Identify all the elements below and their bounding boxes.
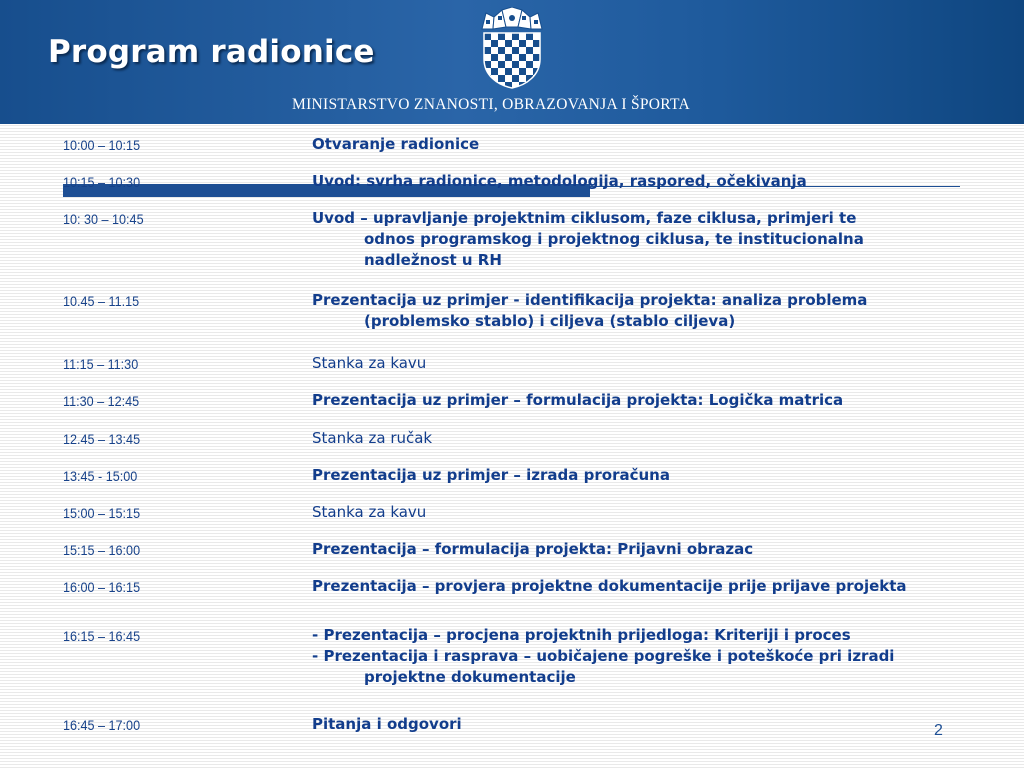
schedule-time: 15:00 – 15:15 [63,505,141,521]
schedule-line: Prezentacija uz primjer – izrada proračuna [312,466,670,484]
schedule-description [312,290,1012,332]
schedule-time: 12.45 – 13:45 [63,431,141,447]
schedule-description [312,390,1012,411]
schedule-description [312,539,1012,560]
schedule-time: 10:15 – 10:30 [63,174,141,190]
schedule-line: Prezentacija uz primjer – formulacija projekta: Logička matrica [312,391,844,409]
schedule-line: - Prezentacija – procjena projektnih prijedloga: Kriteriji i proces [312,626,851,644]
schedule-line: Stanka za kavu [312,354,427,372]
schedule-time: 16:45 – 17:00 [63,717,141,733]
schedule-description [312,353,1012,374]
schedule-line: - Prezentacija i rasprava – uobičajene pogreške i poteškoće pri izradi [312,647,895,665]
schedule-line: projektne dokumentacije [364,668,576,686]
schedule-time: 16:15 – 16:45 [63,628,141,644]
schedule-line: Otvaranje radionice [312,135,480,153]
schedule-line: nadležnost u RH [364,251,502,269]
schedule-line: Pitanja i odgovori [312,715,462,733]
schedule-line: Prezentacija – provjera projektne dokumentacije prije prijave projekta [312,577,907,595]
schedule-time: 13:45 - 15:00 [63,468,138,484]
schedule-time: 11:30 – 12:45 [63,393,140,409]
schedule-line: (problemsko stablo) i ciljeva (stablo ciljeva) [364,312,736,330]
schedule-line: Prezentacija uz primjer - identifikacija projekta: analiza problema [312,291,868,309]
croatian-coat-of-arms-icon [480,7,544,89]
schedule-description [312,625,1012,688]
schedule-description [312,465,1012,486]
schedule-time: 10: 30 – 10:45 [63,211,144,227]
schedule-description [312,428,1012,449]
schedule-description [312,502,1012,523]
schedule-line: Stanka za ručak [312,429,433,447]
schedule-time: 10.45 – 11.15 [63,293,140,309]
slide-header [0,0,1024,124]
schedule-line: Prezentacija – formulacija projekta: Prijavni obrazac [312,540,754,558]
schedule-description [312,134,1012,155]
schedule-time: 15:15 – 16:00 [63,542,141,558]
schedule-description [312,714,1012,735]
schedule-line: odnos programskog i projektnog ciklusa, te institucionalna [364,230,864,248]
schedule-line: Uvod – upravljanje projektnim ciklusom, faze ciklusa, primjeri te [312,209,857,227]
slide-title: Program radionice [48,34,375,70]
ministry-name: MINISTARSTVO ZNANOSTI, OBRAZOVANJA I ŠPORTA [292,96,691,113]
schedule-description [312,576,1012,597]
schedule-line: Stanka za kavu [312,503,427,521]
schedule-time: 10:00 – 10:15 [63,137,141,153]
schedule-description [312,171,1012,192]
schedule-line: Uvod: svrha radionice, metodologija, raspored, očekivanja [312,172,807,190]
schedule-time: 16:00 – 16:15 [63,579,141,595]
schedule-description [312,208,1012,271]
page-number: 2 [934,722,943,739]
schedule-time: 11:15 – 11:30 [63,356,139,372]
